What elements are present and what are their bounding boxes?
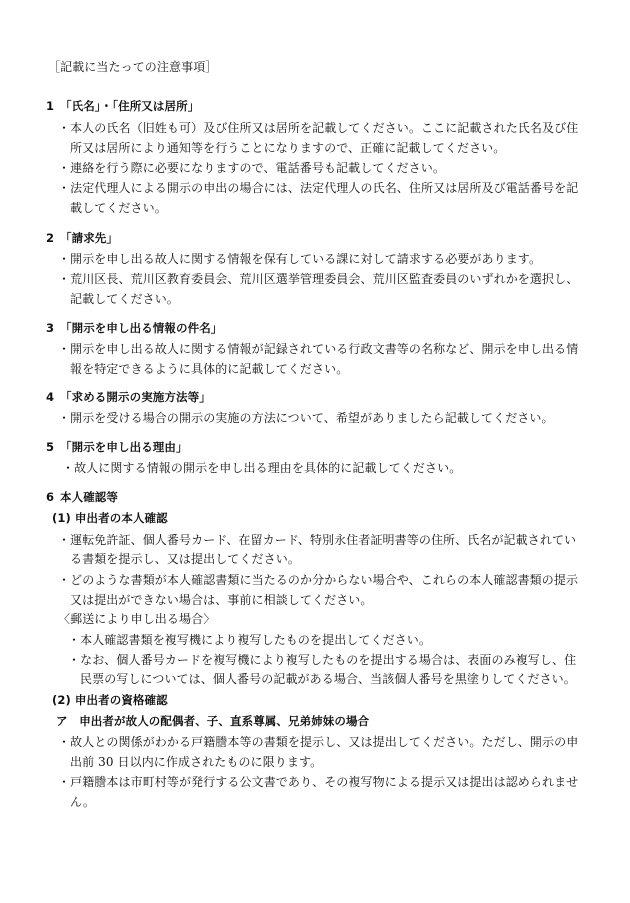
section-3-title: 「開示を申し出る情報の件名」	[60, 321, 223, 335]
section-5-bullet-1: ・故人に関する情報の開示を申し出る理由を具体的に記載してください。	[62, 461, 462, 475]
section-1-bullet-3-line-1: ・法定代理人による開示の申出の場合には、法定代理人の氏名、住所又は居所及び電話番号を記	[58, 181, 579, 195]
section-6-sub-1-bullet-1-line-2: る書類を提示し、又は提出してください。	[70, 552, 300, 566]
section-3-bullet-1-line-2: 報を特定できるように具体的に記載してください。	[70, 362, 349, 376]
section-6-sub-2-a-title: ア 申出者が故人の配偶者、子、直系尊属、兄弟姉妹の場合	[56, 714, 370, 728]
section-2-bullet-2-line-1: ・荒川区長、荒川区教育委員会、荒川区選挙管理委員会、荒川区監査委員のいずれかを選択し、	[58, 272, 579, 286]
section-6-sub-2-bullet-1-line-2: 出前 30 日以内に作成されたものに限ります。	[70, 755, 323, 769]
document-header: ［記載に当たっての注意事項］	[48, 60, 218, 74]
section-6-number: 6	[46, 490, 55, 504]
section-6-sub-2-bullet-1-line-1: ・故人との関係がわかる戸籍謄本等の書類を提示し、又は提出してください。ただし、開示の申	[58, 735, 579, 749]
section-4-title: 「求める開示の実施方法等」	[60, 390, 211, 404]
section-6-sub-2-bullet-2-line-2: ん。	[70, 795, 95, 809]
section-6-mail-bullet-1: ・本人確認書類を複写機により複写したものを提出してください。	[68, 633, 432, 647]
section-4-number: 4	[46, 390, 55, 404]
section-6-sub-1-title: (1) 申出者の本人確認	[52, 511, 168, 525]
section-1-bullet-2: ・連絡を行う際に必要になりますので、電話番号も記載してください。	[58, 161, 445, 175]
section-6-sub-1-bullet-2-line-1: ・どのような書類が本人確認書類に当たるのか分からない場合や、これらの本人確認書類の提示	[58, 573, 579, 587]
section-2-bullet-1: ・開示を申し出る故人に関する情報を保有している課に対して請求する必要があります。	[58, 252, 542, 266]
section-2-title: 「請求先」	[60, 231, 118, 245]
section-6-title: 本人確認等	[60, 490, 118, 504]
section-6-sub-1-bullet-1-line-1: ・運転免許証、個人番号カード、在留カード、特別永住者証明書等の住所、氏名が記載されてい	[58, 533, 577, 547]
section-1-number: 1	[46, 99, 55, 113]
section-1-bullet-1-line-2: 所又は居所により通知等を行うことになりますので、正確に記載してください。	[70, 141, 506, 155]
section-3-bullet-1-line-1: ・開示を申し出る故人に関する情報が記録されている行政文書等の名称など、開示を申し出る情	[58, 342, 579, 356]
section-2-number: 2	[46, 231, 55, 245]
section-6-mail-bullet-2-line-1: ・なお、個人番号カードを複写機により複写したものを提出する場合は、表面のみ複写し、住	[68, 653, 577, 667]
section-1-bullet-3-line-2: 載してください。	[70, 201, 167, 215]
section-2-bullet-2-line-2: 記載してください。	[70, 292, 179, 306]
section-6-sub-2-title: (2) 申出者の資格確認	[52, 693, 168, 707]
section-6-sub-2-bullet-2-line-1: ・戸籍謄本は市町村等が発行する公文書であり、その複写物による提示又は提出は認められませ	[58, 775, 579, 789]
section-6-sub-1-bullet-2-line-2: 又は提出ができない場合は、事前に相談してください。	[70, 593, 373, 607]
section-3-number: 3	[46, 321, 55, 335]
section-6-mail-bullet-2-line-2: 民票の写しについては、個人番号の記載がある場合、当該個人番号を黒塗りしてください。	[80, 672, 576, 686]
section-4-bullet-1: ・開示を受ける場合の開示の実施の方法について、希望がありましたら記載してください。	[58, 411, 554, 425]
section-6-mail-heading: 〈郵送により申し出る場合〉	[58, 612, 216, 626]
section-1-title: 「氏名」・「住所又は居所」	[60, 99, 200, 113]
section-5-number: 5	[46, 440, 55, 454]
section-5-title: 「開示を申し出る理由」	[60, 440, 188, 454]
section-1-bullet-1-line-1: ・本人の氏名（旧姓も可）及び住所又は居所を記載してください。ここに記載された氏名及び住	[58, 121, 579, 135]
